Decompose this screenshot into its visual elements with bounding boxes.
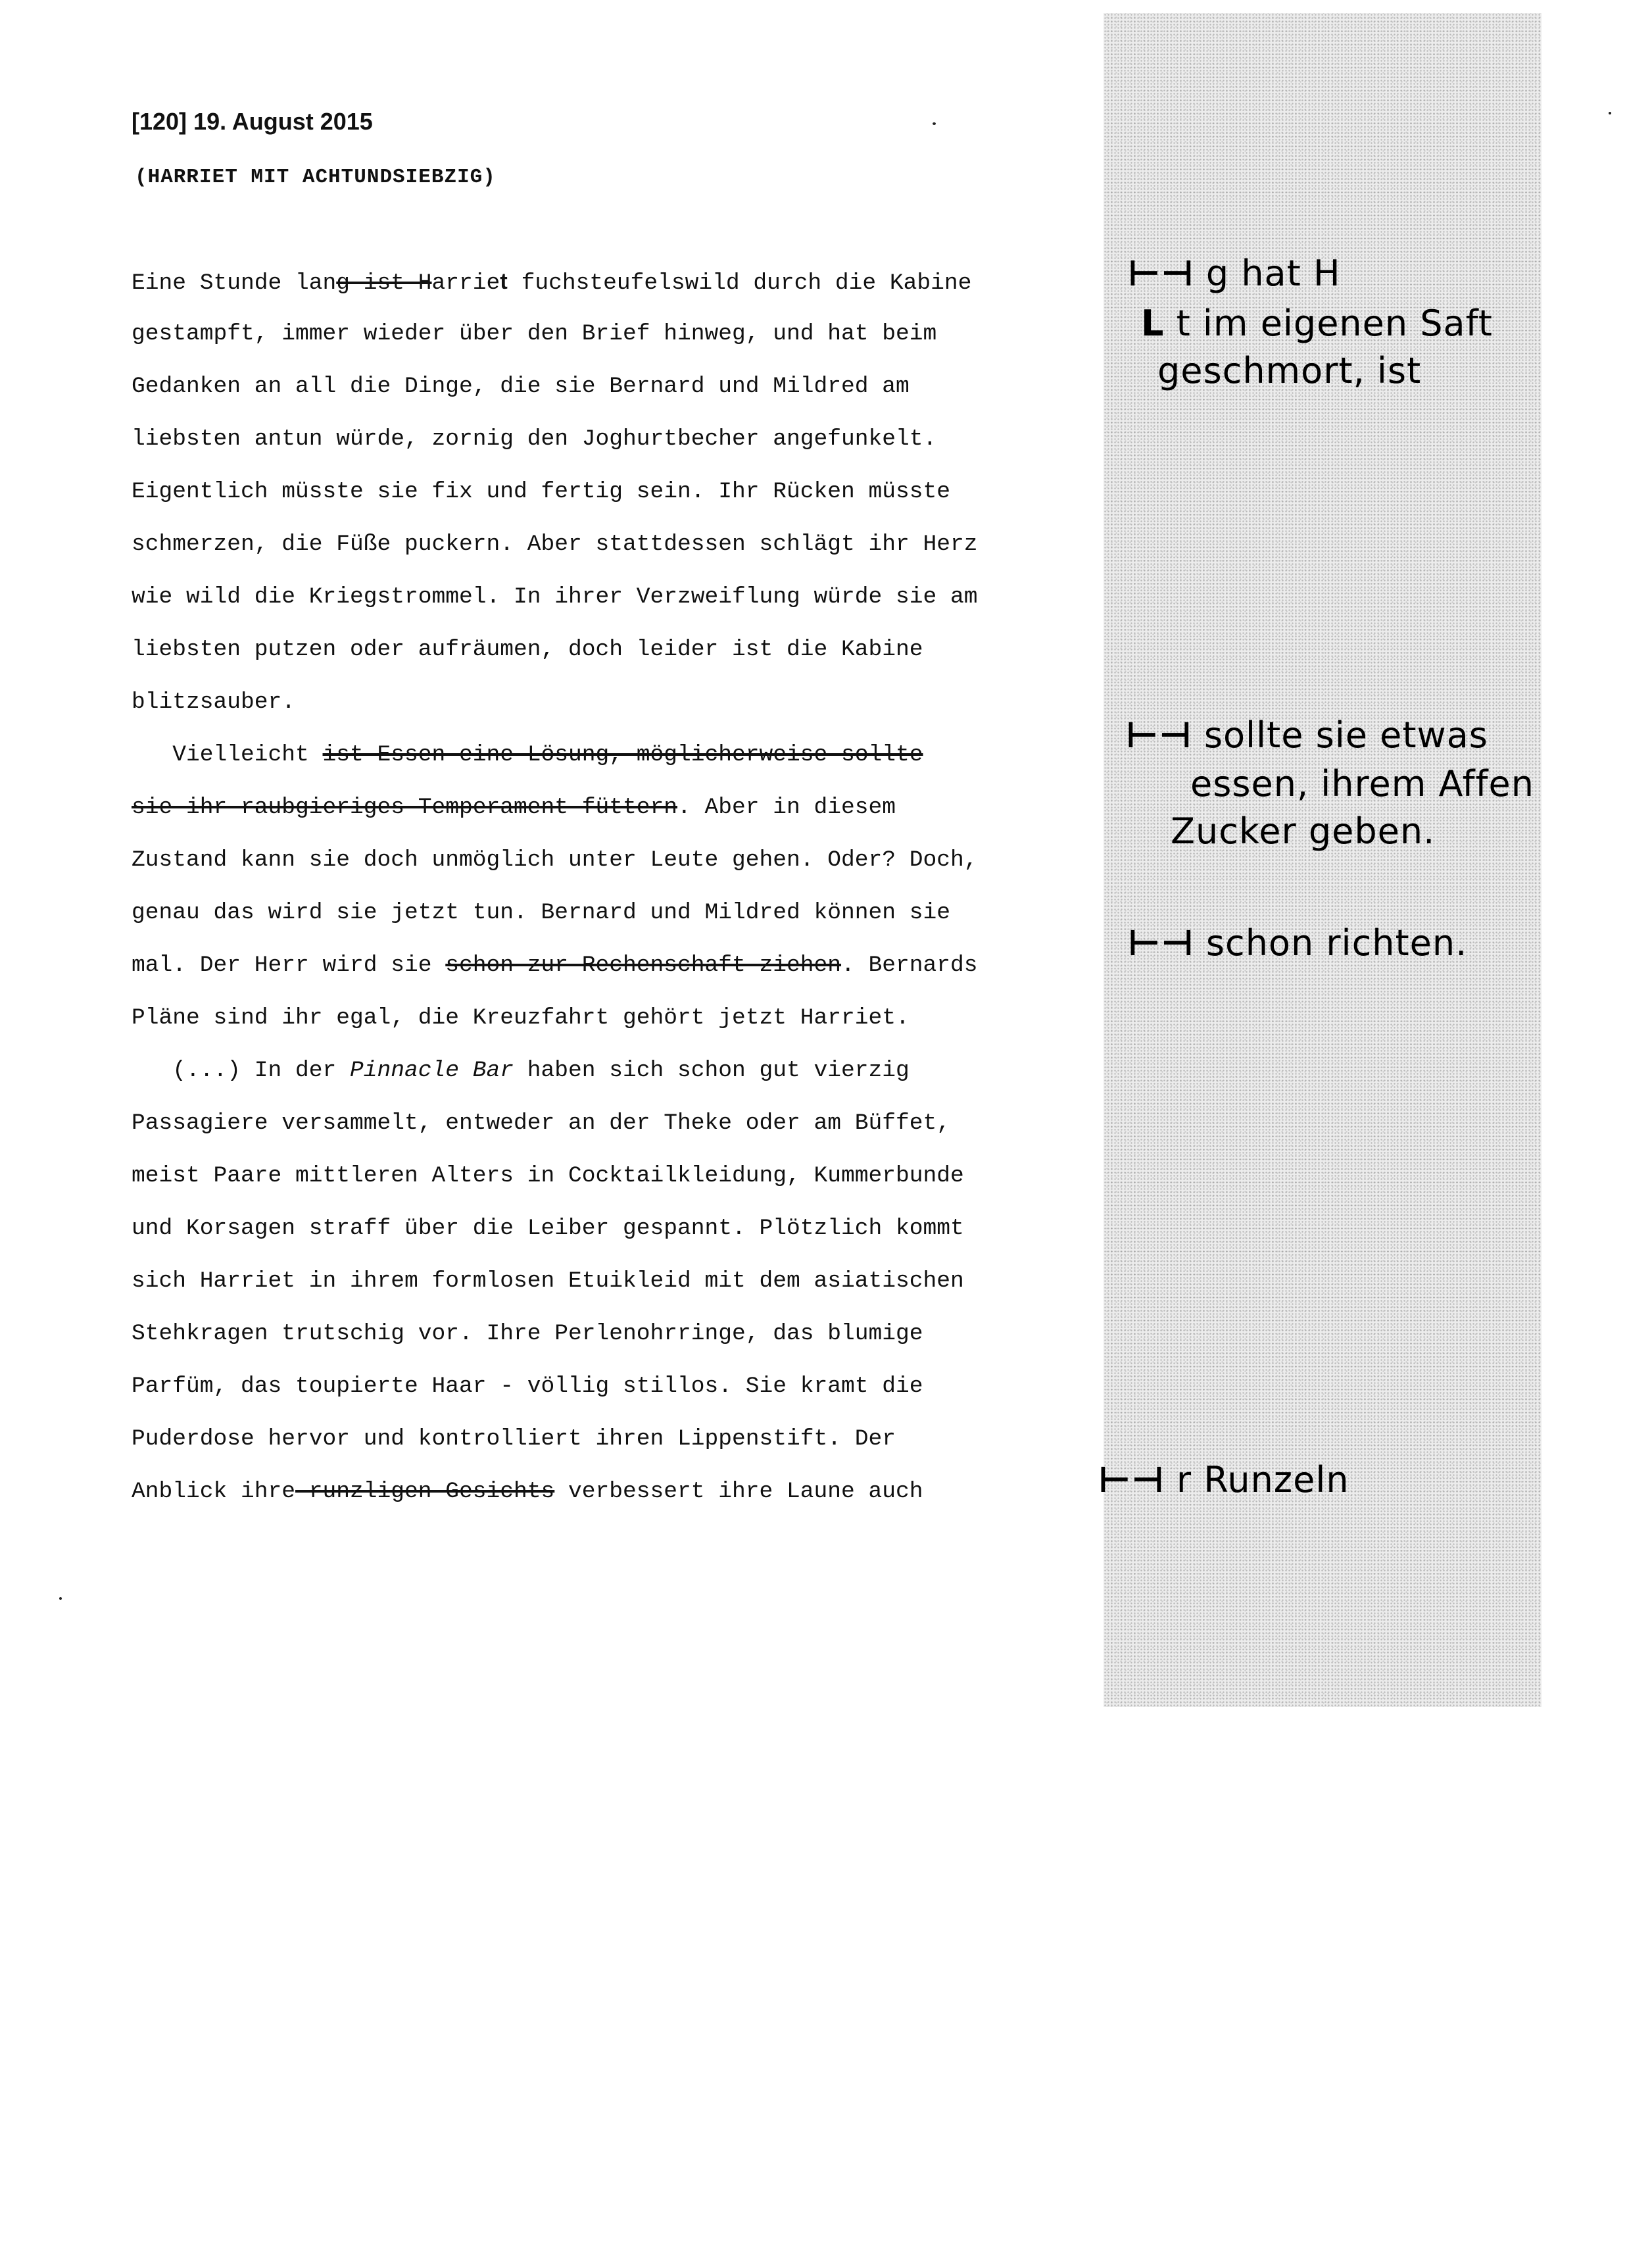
text-line: Eine Stunde lang ist Harriet fuchsteufelswild durch die Kabine [132, 269, 972, 296]
text-line: liebsten putzen oder aufräumen, doch leider ist die Kabine [132, 637, 923, 662]
handwritten-annotation: ⊢⊣ schon richten. [1128, 922, 1468, 964]
scan-speck [933, 122, 936, 125]
text-line: Anblick ihre runzligen Gesichts verbessert ihre Laune auch [132, 1479, 923, 1504]
replacement-mark-icon: ⊢⊣ [1126, 714, 1192, 756]
scan-speck [59, 1597, 62, 1600]
text-line: Pläne sind ihr egal, die Kreuzfahrt gehört jetzt Harriet. [132, 1005, 910, 1031]
chapter-heading: (HARRIET MIT ACHTUNDSIEBZIG) [135, 166, 496, 189]
page-title: [120] 19. August 2015 [132, 108, 373, 135]
text-line: blitzsauber. [132, 689, 296, 715]
handwritten-annotation: L t im eigenen Saft [1141, 303, 1493, 344]
text-line: sich Harriet in ihrem formlosen Etuikleid mit dem asiatischen [132, 1268, 964, 1294]
text-line: Gedanken an all die Dinge, die sie Bernard und Mildred am [132, 374, 910, 399]
text-line: Parfüm, das toupierte Haar - völlig stillos. Sie kramt die [132, 1374, 923, 1399]
text-line: Passagiere versammelt, entweder an der Theke oder am Büffet, [132, 1110, 951, 1136]
text-line: Zustand kann sie doch unmöglich unter Leute gehen. Oder? Doch, [132, 847, 978, 873]
text-line: schmerzen, die Füße puckern. Aber stattdessen schlägt ihr Herz [132, 532, 978, 557]
replacement-mark-icon: ⊢⊣ [1128, 922, 1194, 964]
handwritten-annotation: essen, ihrem Affen [1190, 763, 1534, 805]
handwritten-annotation: ⊢⊣ sollte sie etwas [1126, 714, 1488, 756]
scan-speck [1609, 112, 1611, 114]
deleted-text: ist Essen eine Lösung, möglicherweise sollte [322, 742, 923, 768]
text-line: und Korsagen straff über die Leiber gespannt. Plötzlich kommt [132, 1216, 964, 1241]
insertion-mark: t [500, 269, 508, 294]
handwritten-annotation: ⊢⊣ g hat H [1128, 253, 1341, 294]
deleted-text: sie ihr raubgieriges Temperament füttern [132, 795, 678, 820]
text-line: sie ihr raubgieriges Temperament füttern. Aber in diesem [132, 795, 896, 820]
text-line: meist Paare mittleren Alters in Cocktailkleidung, Kummerbunde [132, 1163, 964, 1189]
text-line: wie wild die Kriegstrommel. In ihrer Verzweiflung würde sie am [132, 584, 978, 610]
replacement-mark-icon: ⊢⊣ [1128, 253, 1194, 294]
replacement-mark-icon: ⊢⊣ [1098, 1459, 1165, 1500]
handwritten-annotation: Zucker geben. [1171, 810, 1436, 852]
text-line: Eigentlich müsste sie fix und fertig sein. Ihr Rücken müsste [132, 479, 951, 505]
deleted-text: g ist H [336, 270, 432, 296]
text-line: Vielleicht ist Essen eine Lösung, möglicherweise sollte [132, 742, 923, 768]
text-line: mal. Der Herr wird sie schon zur Rechenschaft ziehen. Bernards [132, 953, 978, 978]
italic-bar-name: Pinnacle Bar [350, 1058, 514, 1083]
text-line: genau das wird sie jetzt tun. Bernard und Mildred können sie [132, 900, 951, 926]
deleted-text: runzligen Gesichts [295, 1479, 555, 1504]
text-line: Puderdose hervor und kontrolliert ihren Lippenstift. Der [132, 1426, 896, 1452]
text-line: gestampft, immer wieder über den Brief hinweg, und hat beim [132, 321, 937, 347]
deleted-text: schon zur Rechenschaft ziehen [445, 953, 842, 978]
text-line: (...) In der Pinnacle Bar haben sich schon gut vierzig [132, 1058, 910, 1083]
handwritten-annotation: geschmort, ist [1157, 350, 1422, 391]
handwritten-annotation: ⊢⊣ r Runzeln [1098, 1459, 1349, 1500]
text-line: Stehkragen trutschig vor. Ihre Perlenohrringe, das blumige [132, 1321, 923, 1347]
insertion-mark-icon: L [1141, 303, 1165, 344]
text-line: liebsten antun würde, zornig den Joghurtbecher angefunkelt. [132, 426, 937, 452]
